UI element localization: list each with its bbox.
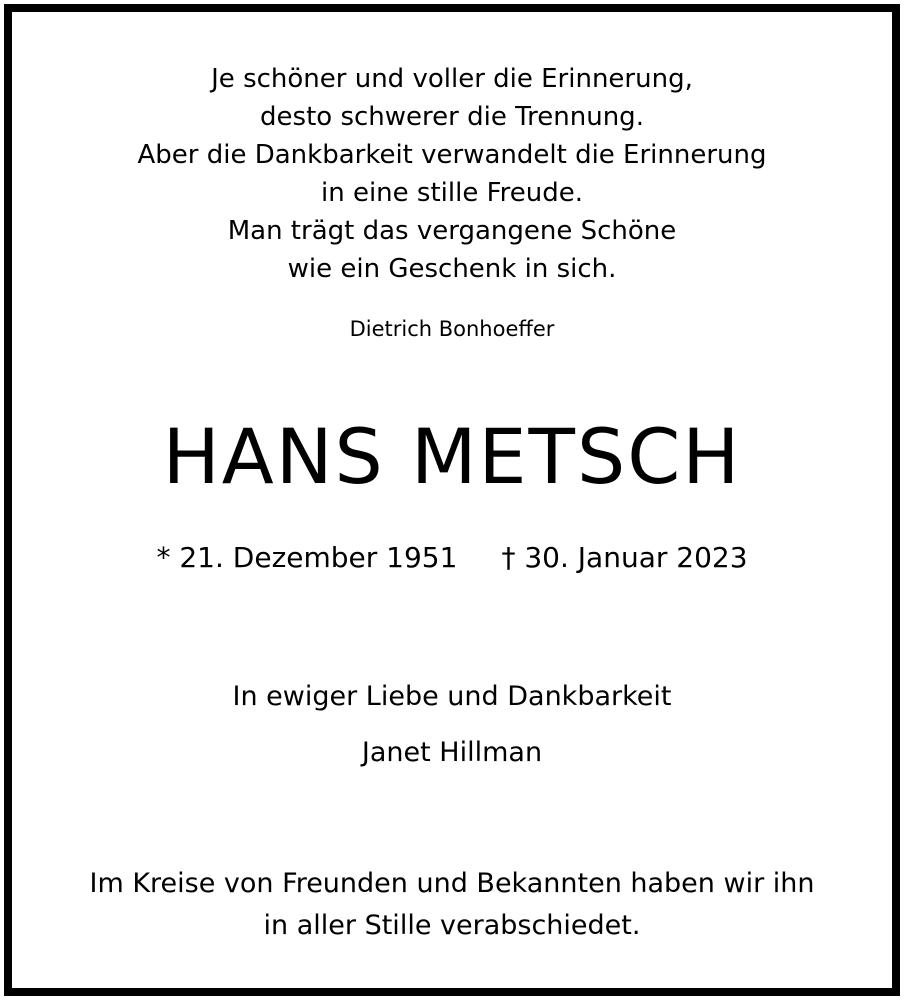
deceased-name: HANS METSCH: [162, 412, 742, 501]
death-date: † 30. Januar 2023: [501, 541, 748, 574]
quote-line: desto schwerer die Trennung.: [260, 102, 644, 132]
quote-line: wie ein Geschenk in sich.: [287, 254, 617, 284]
notice-line: in aller Stille verabschiedet.: [263, 910, 641, 941]
notice-line: Im Kreise von Freunden und Bekannten haben wir ihn: [89, 868, 815, 899]
mourner-names: Janet Hillman: [361, 737, 543, 768]
quote-author: Dietrich Bonhoeffer: [349, 317, 555, 341]
obituary-notice: [4, 4, 900, 996]
quote-line: Man trägt das vergangene Schöne: [227, 216, 677, 246]
quote-line: Je schöner und voller die Erinnerung,: [211, 64, 693, 94]
quote-line: in eine stille Freude.: [320, 178, 584, 208]
life-dates: [12, 538, 892, 578]
birth-date: * 21. Dezember 1951: [156, 541, 458, 574]
quote-line: Aber die Dankbarkeit verwandelt die Erinnerung: [137, 140, 767, 170]
dedication-line: In ewiger Liebe und Dankbarkeit: [232, 681, 672, 712]
